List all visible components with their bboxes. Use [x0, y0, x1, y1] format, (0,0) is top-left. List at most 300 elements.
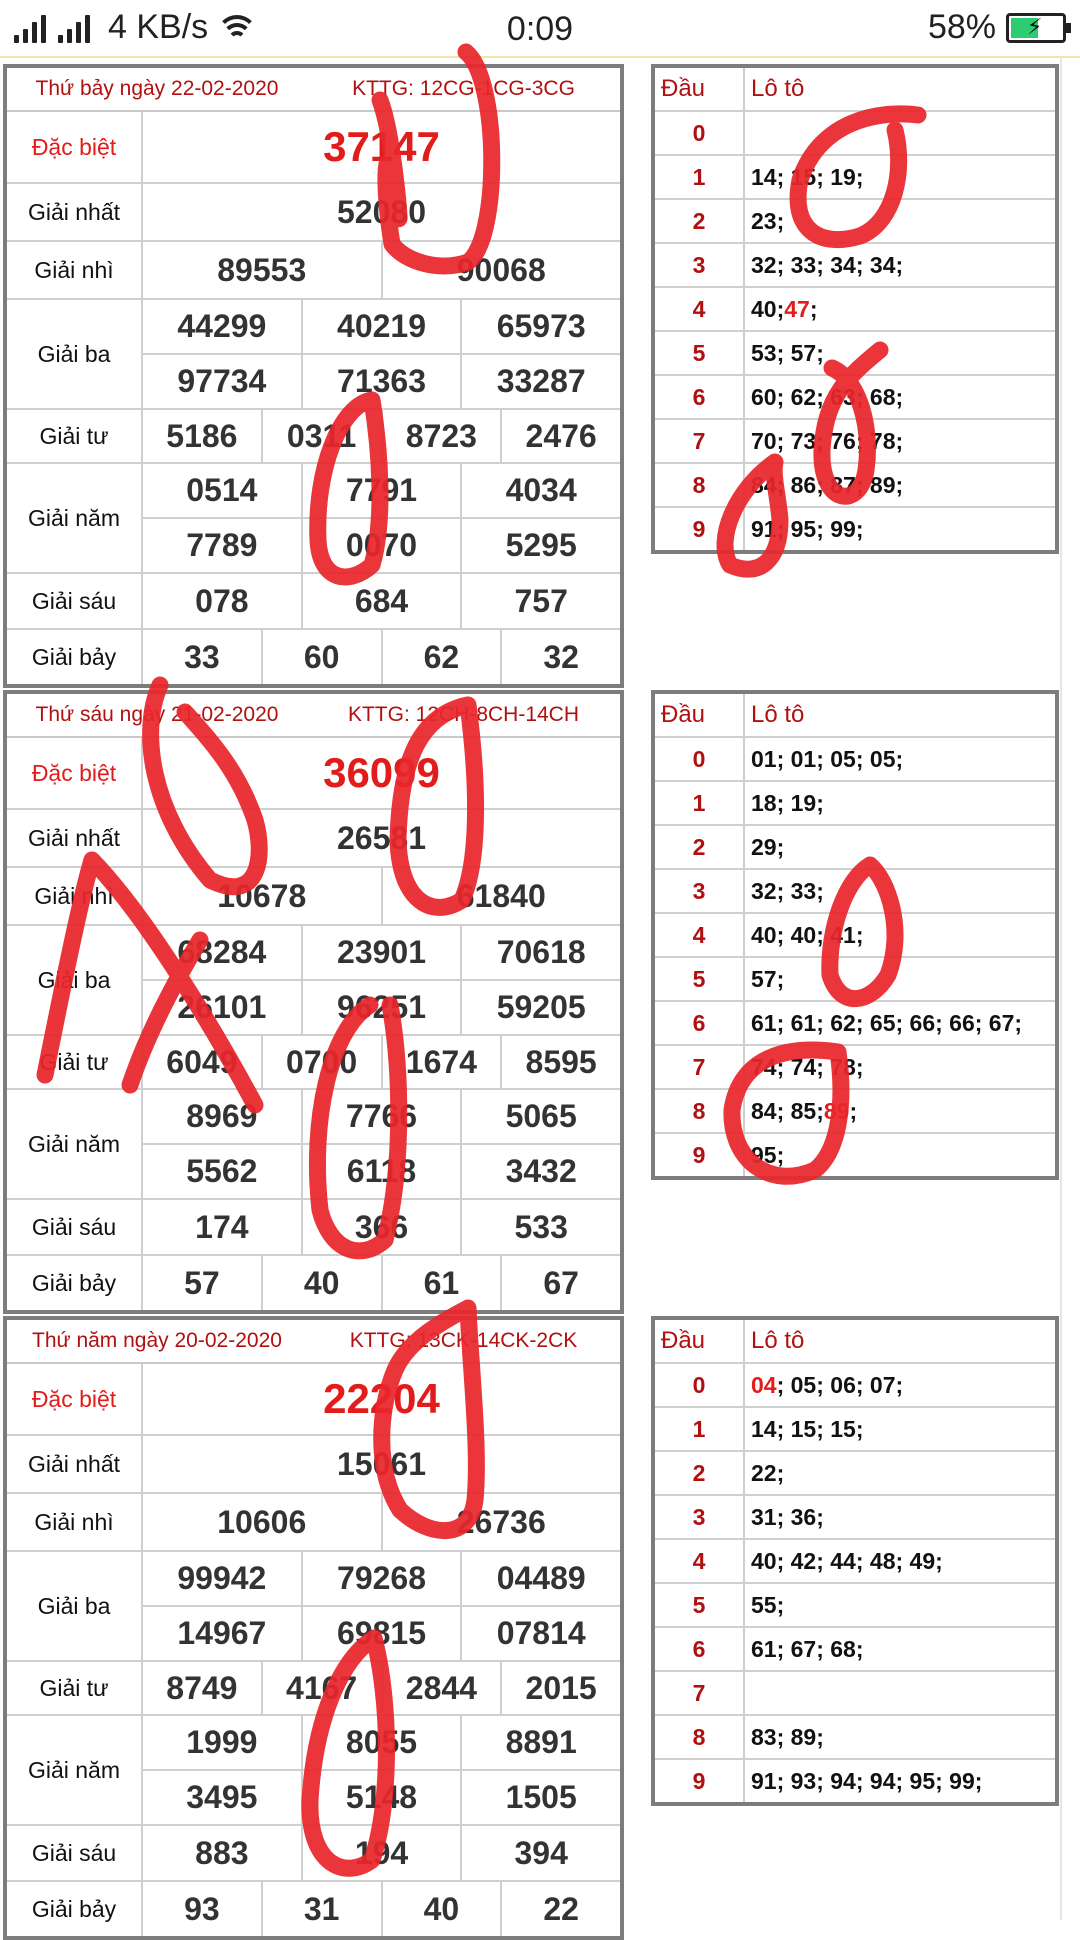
prize-number: 37147	[323, 123, 440, 170]
loto-row	[655, 200, 1055, 244]
prize-label: Giải ba	[7, 926, 143, 1034]
prize-number: 1674	[383, 1036, 503, 1088]
loto-head-digit: 4	[655, 914, 745, 956]
prize-number: 40	[263, 1256, 383, 1310]
prize-number: 5148	[303, 1771, 463, 1824]
prize-number: 0311	[263, 410, 383, 462]
loto-row	[655, 826, 1055, 870]
battery-percent: 58%	[927, 8, 996, 46]
prize-number: 40219	[303, 300, 463, 353]
prize-number: 23901	[303, 926, 463, 979]
loto-text: 74; 74; 78;	[751, 1053, 864, 1080]
loto-row	[655, 156, 1055, 200]
loto-row	[655, 914, 1055, 958]
loto-values	[745, 1540, 1055, 1582]
draw-code: KTTG: 12CH-8CH-14CH	[347, 703, 580, 726]
prize-row-sixth	[7, 1826, 620, 1882]
prize-values	[143, 926, 620, 1034]
loto-highlight: 47	[784, 295, 810, 322]
draw-code: KTTG: 13CK-14CK-2CK	[349, 1329, 578, 1352]
prize-number: 4034	[505, 472, 577, 508]
prize-number: 8055	[303, 1716, 463, 1769]
loto-head-digit: 0	[655, 1364, 745, 1406]
prize-number: 15061	[337, 1445, 426, 1482]
loto-row	[655, 1408, 1055, 1452]
prize-number: 33	[143, 630, 263, 684]
prize-number: 22204	[323, 1375, 440, 1422]
loto-head-digit: 0	[655, 738, 745, 780]
prize-values	[143, 1716, 620, 1824]
prize-values	[143, 1364, 620, 1434]
prize-number: 8969	[143, 1090, 303, 1143]
loto-values	[745, 1672, 1055, 1714]
loto-values	[745, 1760, 1055, 1802]
prize-number: 078	[143, 574, 303, 628]
prize-values	[143, 1200, 620, 1254]
loto-table	[651, 1316, 1059, 1806]
prize-label: Giải tư	[7, 1662, 143, 1714]
prize-number: 96251	[303, 981, 463, 1034]
status-bar	[0, 0, 1080, 58]
loto-head-label: Đầu	[655, 68, 745, 110]
prize-number: 8595	[525, 1043, 597, 1080]
loto-head-digit: 2	[655, 826, 745, 868]
prize-number: 70618	[496, 934, 586, 970]
loto-values	[745, 464, 1055, 506]
loto-row	[655, 112, 1055, 156]
loto-text: 61; 67; 68;	[751, 1635, 864, 1662]
prize-row-sixth	[7, 574, 620, 630]
prize-number: 71363	[303, 355, 463, 408]
loto-row	[655, 1716, 1055, 1760]
loto-values	[745, 1002, 1055, 1044]
loto-highlight: 04	[751, 1371, 777, 1398]
prize-number: 883	[143, 1826, 303, 1880]
loto-text-tail: ;	[809, 295, 818, 322]
loto-values	[745, 1134, 1055, 1176]
loto-values-label: Lô tô	[751, 75, 805, 102]
loto-values	[745, 870, 1055, 912]
prize-label: Giải bảy	[7, 1882, 143, 1936]
loto-row	[655, 782, 1055, 826]
loto-values	[745, 112, 1055, 154]
prize-number: 44299	[143, 300, 303, 353]
prize-label: Giải nhất	[7, 1436, 143, 1492]
prize-number: 394	[514, 1834, 568, 1871]
prize-values	[143, 464, 620, 572]
loto-head-label: Đầu	[655, 694, 745, 736]
prize-number: 33287	[496, 363, 586, 399]
loto-values	[745, 826, 1055, 868]
prize-number: 26736	[456, 1503, 546, 1540]
loto-values-label: Lô tô	[751, 1327, 805, 1354]
prize-number: 366	[303, 1200, 463, 1254]
prize-row-special	[7, 112, 620, 184]
loto-text: 23;	[751, 207, 785, 234]
prize-number: 0514	[143, 464, 303, 517]
loto-values	[745, 1628, 1055, 1670]
loto-values	[745, 1090, 1055, 1132]
loto-head-digit: 7	[655, 1672, 745, 1714]
loto-row	[655, 958, 1055, 1002]
loto-row	[655, 738, 1055, 782]
loto-values	[745, 1496, 1055, 1538]
loto-row	[655, 1628, 1055, 1672]
prize-number: 194	[303, 1826, 463, 1880]
loto-head-digit: 9	[655, 508, 745, 550]
prize-number: 10678	[143, 868, 383, 924]
network-speed: 4 KB/s	[108, 8, 209, 46]
prize-number: 26581	[337, 819, 426, 856]
results-table	[3, 690, 624, 1314]
loto-text-tail: ;	[849, 1097, 858, 1124]
loto-header	[655, 694, 1055, 738]
prize-number: 52080	[337, 193, 426, 230]
prize-label: Giải năm	[7, 1716, 143, 1824]
loto-values	[745, 244, 1055, 286]
prize-number: 67	[543, 1264, 579, 1301]
draw-date: Thứ năm ngày 20-02-2020	[32, 1329, 282, 1352]
prize-row-third	[7, 300, 620, 410]
results-table	[3, 1316, 624, 1940]
loto-text: 14; 15; 15;	[751, 1415, 864, 1442]
prize-row-fourth	[7, 1662, 620, 1716]
loto-head-digit: 2	[655, 1452, 745, 1494]
prize-number: 62	[383, 630, 503, 684]
prize-row-fifth	[7, 464, 620, 574]
loto-head-digit: 0	[655, 112, 745, 154]
loto-header	[655, 68, 1055, 112]
loto-text: 22;	[751, 1459, 785, 1486]
prize-values	[143, 1826, 620, 1880]
loto-text: 32; 33;	[751, 877, 824, 904]
loto-text: ; 05; 06; 07;	[776, 1371, 904, 1398]
prize-number: 61840	[456, 877, 546, 914]
prize-number: 7766	[303, 1090, 463, 1143]
prize-number: 60	[263, 630, 383, 684]
loto-row	[655, 1584, 1055, 1628]
prize-label: Giải bảy	[7, 630, 143, 684]
prize-row-fourth	[7, 410, 620, 464]
battery-icon: ⚡	[1006, 13, 1066, 43]
prize-number: 26101	[143, 981, 303, 1034]
loto-head-digit: 1	[655, 156, 745, 198]
prize-number: 6118	[303, 1145, 463, 1198]
prize-number: 3432	[505, 1153, 577, 1189]
prize-values	[143, 1036, 620, 1088]
loto-values	[745, 1452, 1055, 1494]
prize-values	[143, 1662, 620, 1714]
loto-row	[655, 1496, 1055, 1540]
prize-label: Giải ba	[7, 1552, 143, 1660]
loto-text: 40; 40; 41;	[751, 921, 864, 948]
prize-number: 7791	[303, 464, 463, 517]
loto-values	[745, 958, 1055, 1000]
prize-values	[143, 810, 620, 866]
loto-values	[745, 332, 1055, 374]
loto-text: 55;	[751, 1591, 785, 1618]
loto-head-digit: 6	[655, 1628, 745, 1670]
loto-values	[745, 1584, 1055, 1626]
loto-text: 53; 57;	[751, 339, 824, 366]
prize-number: 32	[543, 638, 579, 675]
prize-row-fourth	[7, 1036, 620, 1090]
prize-number: 7789	[143, 519, 303, 572]
prize-number: 8891	[505, 1724, 577, 1760]
prize-label: Đặc biệt	[7, 112, 143, 182]
loto-text: 60; 62; 63; 68;	[751, 383, 904, 410]
loto-row	[655, 1046, 1055, 1090]
loto-head-digit: 2	[655, 200, 745, 242]
loto-row	[655, 376, 1055, 420]
loto-head-digit: 9	[655, 1134, 745, 1176]
loto-text: 40;	[751, 295, 785, 322]
prize-number: 89553	[143, 242, 383, 298]
loto-text: 32; 33; 34; 34;	[751, 251, 904, 278]
loto-row	[655, 1672, 1055, 1716]
prize-label: Giải tư	[7, 1036, 143, 1088]
prize-label: Giải năm	[7, 1090, 143, 1198]
prize-label: Giải sáu	[7, 1826, 143, 1880]
loto-values	[745, 200, 1055, 242]
loto-row	[655, 288, 1055, 332]
prize-number: 57	[143, 1256, 263, 1310]
prize-row-first	[7, 184, 620, 242]
prize-row-special	[7, 1364, 620, 1436]
loto-text: 57;	[751, 965, 785, 992]
loto-row	[655, 1760, 1055, 1802]
prize-number: 2476	[525, 417, 597, 454]
loto-text: 31; 36;	[751, 1503, 824, 1530]
loto-head-digit: 8	[655, 1716, 745, 1758]
prize-number: 40	[383, 1882, 503, 1936]
loto-head-digit: 1	[655, 1408, 745, 1450]
draw-code: KTTG: 12CG-1CG-3CG	[352, 77, 575, 100]
loto-head-digit: 5	[655, 332, 745, 374]
loto-text: 84; 86; 87; 89;	[751, 471, 904, 498]
prize-number: 2844	[383, 1662, 503, 1714]
prize-row-seventh	[7, 1882, 620, 1936]
prize-values	[143, 184, 620, 240]
prize-number: 59205	[496, 989, 586, 1025]
prize-number: 36099	[323, 749, 440, 796]
loto-table	[651, 64, 1059, 554]
results-header	[7, 68, 620, 112]
prize-number: 31	[263, 1882, 383, 1936]
loto-head-digit: 5	[655, 958, 745, 1000]
prize-label: Giải tư	[7, 410, 143, 462]
loto-values	[745, 156, 1055, 198]
prize-number: 5186	[143, 410, 263, 462]
draw-date: Thứ sáu ngày 21-02-2020	[35, 703, 279, 726]
prize-number: 174	[143, 1200, 303, 1254]
loto-row	[655, 464, 1055, 508]
loto-text: 01; 01; 05; 05;	[751, 745, 904, 772]
loto-row	[655, 1364, 1055, 1408]
prize-number: 14967	[143, 1607, 303, 1660]
results-table	[3, 64, 624, 688]
prize-values	[143, 1882, 620, 1936]
prize-row-third	[7, 1552, 620, 1662]
prize-row-second	[7, 242, 620, 300]
loto-row	[655, 332, 1055, 376]
prize-row-seventh	[7, 1256, 620, 1310]
prize-number: 8723	[383, 410, 503, 462]
loto-values	[745, 1046, 1055, 1088]
prize-label: Giải năm	[7, 464, 143, 572]
loto-text: 29;	[751, 833, 785, 860]
loto-head-digit: 7	[655, 1046, 745, 1088]
loto-head-digit: 3	[655, 870, 745, 912]
loto-text: 61; 61; 62; 65; 66; 66; 67;	[751, 1009, 1023, 1036]
loto-row	[655, 1540, 1055, 1584]
prize-row-fifth	[7, 1716, 620, 1826]
prize-row-third	[7, 926, 620, 1036]
prize-number: 3495	[143, 1771, 303, 1824]
prize-label: Đặc biệt	[7, 738, 143, 808]
loto-head-digit: 4	[655, 1540, 745, 1582]
prize-label: Giải sáu	[7, 1200, 143, 1254]
prize-values	[143, 1256, 620, 1310]
loto-highlight: 89	[823, 1097, 850, 1124]
loto-values	[745, 1408, 1055, 1450]
loto-head-digit: 5	[655, 1584, 745, 1626]
loto-text: 91; 95; 99;	[751, 515, 864, 542]
results-header	[7, 1320, 620, 1364]
loto-head-digit: 8	[655, 464, 745, 506]
prize-label: Giải sáu	[7, 574, 143, 628]
loto-values	[745, 782, 1055, 824]
loto-head-digit: 8	[655, 1090, 745, 1132]
prize-values	[143, 410, 620, 462]
loto-values	[745, 376, 1055, 418]
loto-head-digit: 6	[655, 1002, 745, 1044]
prize-values	[143, 1494, 620, 1550]
loto-text: 95;	[751, 1141, 785, 1168]
prize-number: 93	[143, 1882, 263, 1936]
prize-number: 10606	[143, 1494, 383, 1550]
loto-head-digit: 4	[655, 288, 745, 330]
prize-row-second	[7, 868, 620, 926]
prize-values	[143, 112, 620, 182]
loto-values	[745, 420, 1055, 462]
loto-head-digit: 7	[655, 420, 745, 462]
prize-number: 61	[383, 1256, 503, 1310]
loto-row	[655, 1002, 1055, 1046]
loto-values	[745, 1716, 1055, 1758]
prize-number: 68284	[143, 926, 303, 979]
prize-values	[143, 300, 620, 408]
results-header	[7, 694, 620, 738]
prize-label: Giải nhất	[7, 810, 143, 866]
prize-row-sixth	[7, 1200, 620, 1256]
prize-number: 6049	[143, 1036, 263, 1088]
loto-row	[655, 870, 1055, 914]
loto-row	[655, 420, 1055, 464]
prize-number: 07814	[496, 1615, 586, 1651]
loto-row	[655, 1134, 1055, 1176]
prize-values	[143, 868, 620, 924]
prize-label: Giải nhì	[7, 1494, 143, 1550]
loto-text: 70; 73; 76; 78;	[751, 427, 904, 454]
prize-values	[143, 1552, 620, 1660]
loto-head-digit: 6	[655, 376, 745, 418]
prize-values	[143, 1090, 620, 1198]
prize-number: 757	[514, 582, 568, 619]
prize-row-first	[7, 1436, 620, 1494]
prize-label: Giải ba	[7, 300, 143, 408]
loto-text: 84; 85;	[751, 1097, 824, 1124]
prize-values	[143, 1436, 620, 1492]
loto-row	[655, 1452, 1055, 1496]
draw-date: Thứ bảy ngày 22-02-2020	[35, 77, 279, 100]
prize-number: 65973	[496, 308, 586, 344]
prize-label: Đặc biệt	[7, 1364, 143, 1434]
loto-values	[745, 288, 1055, 330]
loto-row	[655, 508, 1055, 550]
loto-text: 14; 15; 19;	[751, 163, 864, 190]
loto-head-digit: 1	[655, 782, 745, 824]
prize-number: 5295	[505, 527, 577, 563]
loto-values	[745, 508, 1055, 550]
prize-number: 22	[543, 1890, 579, 1927]
prize-values	[143, 738, 620, 808]
prize-number: 99942	[143, 1552, 303, 1605]
prize-row-second	[7, 1494, 620, 1552]
prize-number: 2015	[525, 1669, 597, 1706]
prize-number: 1999	[143, 1716, 303, 1769]
loto-head-digit: 3	[655, 1496, 745, 1538]
loto-values	[745, 1364, 1055, 1406]
loto-header	[655, 1320, 1055, 1364]
loto-values	[745, 738, 1055, 780]
prize-number: 0700	[263, 1036, 383, 1088]
prize-number: 8749	[143, 1662, 263, 1714]
prize-label: Giải nhất	[7, 184, 143, 240]
prize-number: 5562	[143, 1145, 303, 1198]
prize-label: Giải bảy	[7, 1256, 143, 1310]
prize-values	[143, 574, 620, 628]
loto-values	[745, 914, 1055, 956]
loto-head-label: Đầu	[655, 1320, 745, 1362]
loto-text: 18; 19;	[751, 789, 824, 816]
prize-number: 69815	[303, 1607, 463, 1660]
page-edge-divider	[1060, 56, 1062, 1920]
prize-values	[143, 242, 620, 298]
prize-number: 97734	[143, 355, 303, 408]
loto-row	[655, 244, 1055, 288]
loto-text: 83; 89;	[751, 1723, 824, 1750]
loto-head-digit: 3	[655, 244, 745, 286]
prize-row-special	[7, 738, 620, 810]
prize-number: 79268	[303, 1552, 463, 1605]
prize-number: 533	[514, 1208, 568, 1245]
clock: 0:09	[506, 10, 574, 48]
prize-row-first	[7, 810, 620, 868]
prize-number: 1505	[505, 1779, 577, 1815]
prize-label: Giải nhì	[7, 868, 143, 924]
loto-values-label: Lô tô	[751, 701, 805, 728]
prize-row-seventh	[7, 630, 620, 684]
prize-values	[143, 630, 620, 684]
loto-row	[655, 1090, 1055, 1134]
loto-head-digit: 9	[655, 1760, 745, 1802]
prize-row-fifth	[7, 1090, 620, 1200]
prize-label: Giải nhì	[7, 242, 143, 298]
loto-text: 40; 42; 44; 48; 49;	[751, 1547, 943, 1574]
loto-text: 91; 93; 94; 94; 95; 99;	[751, 1767, 983, 1794]
prize-number: 0070	[303, 519, 463, 572]
